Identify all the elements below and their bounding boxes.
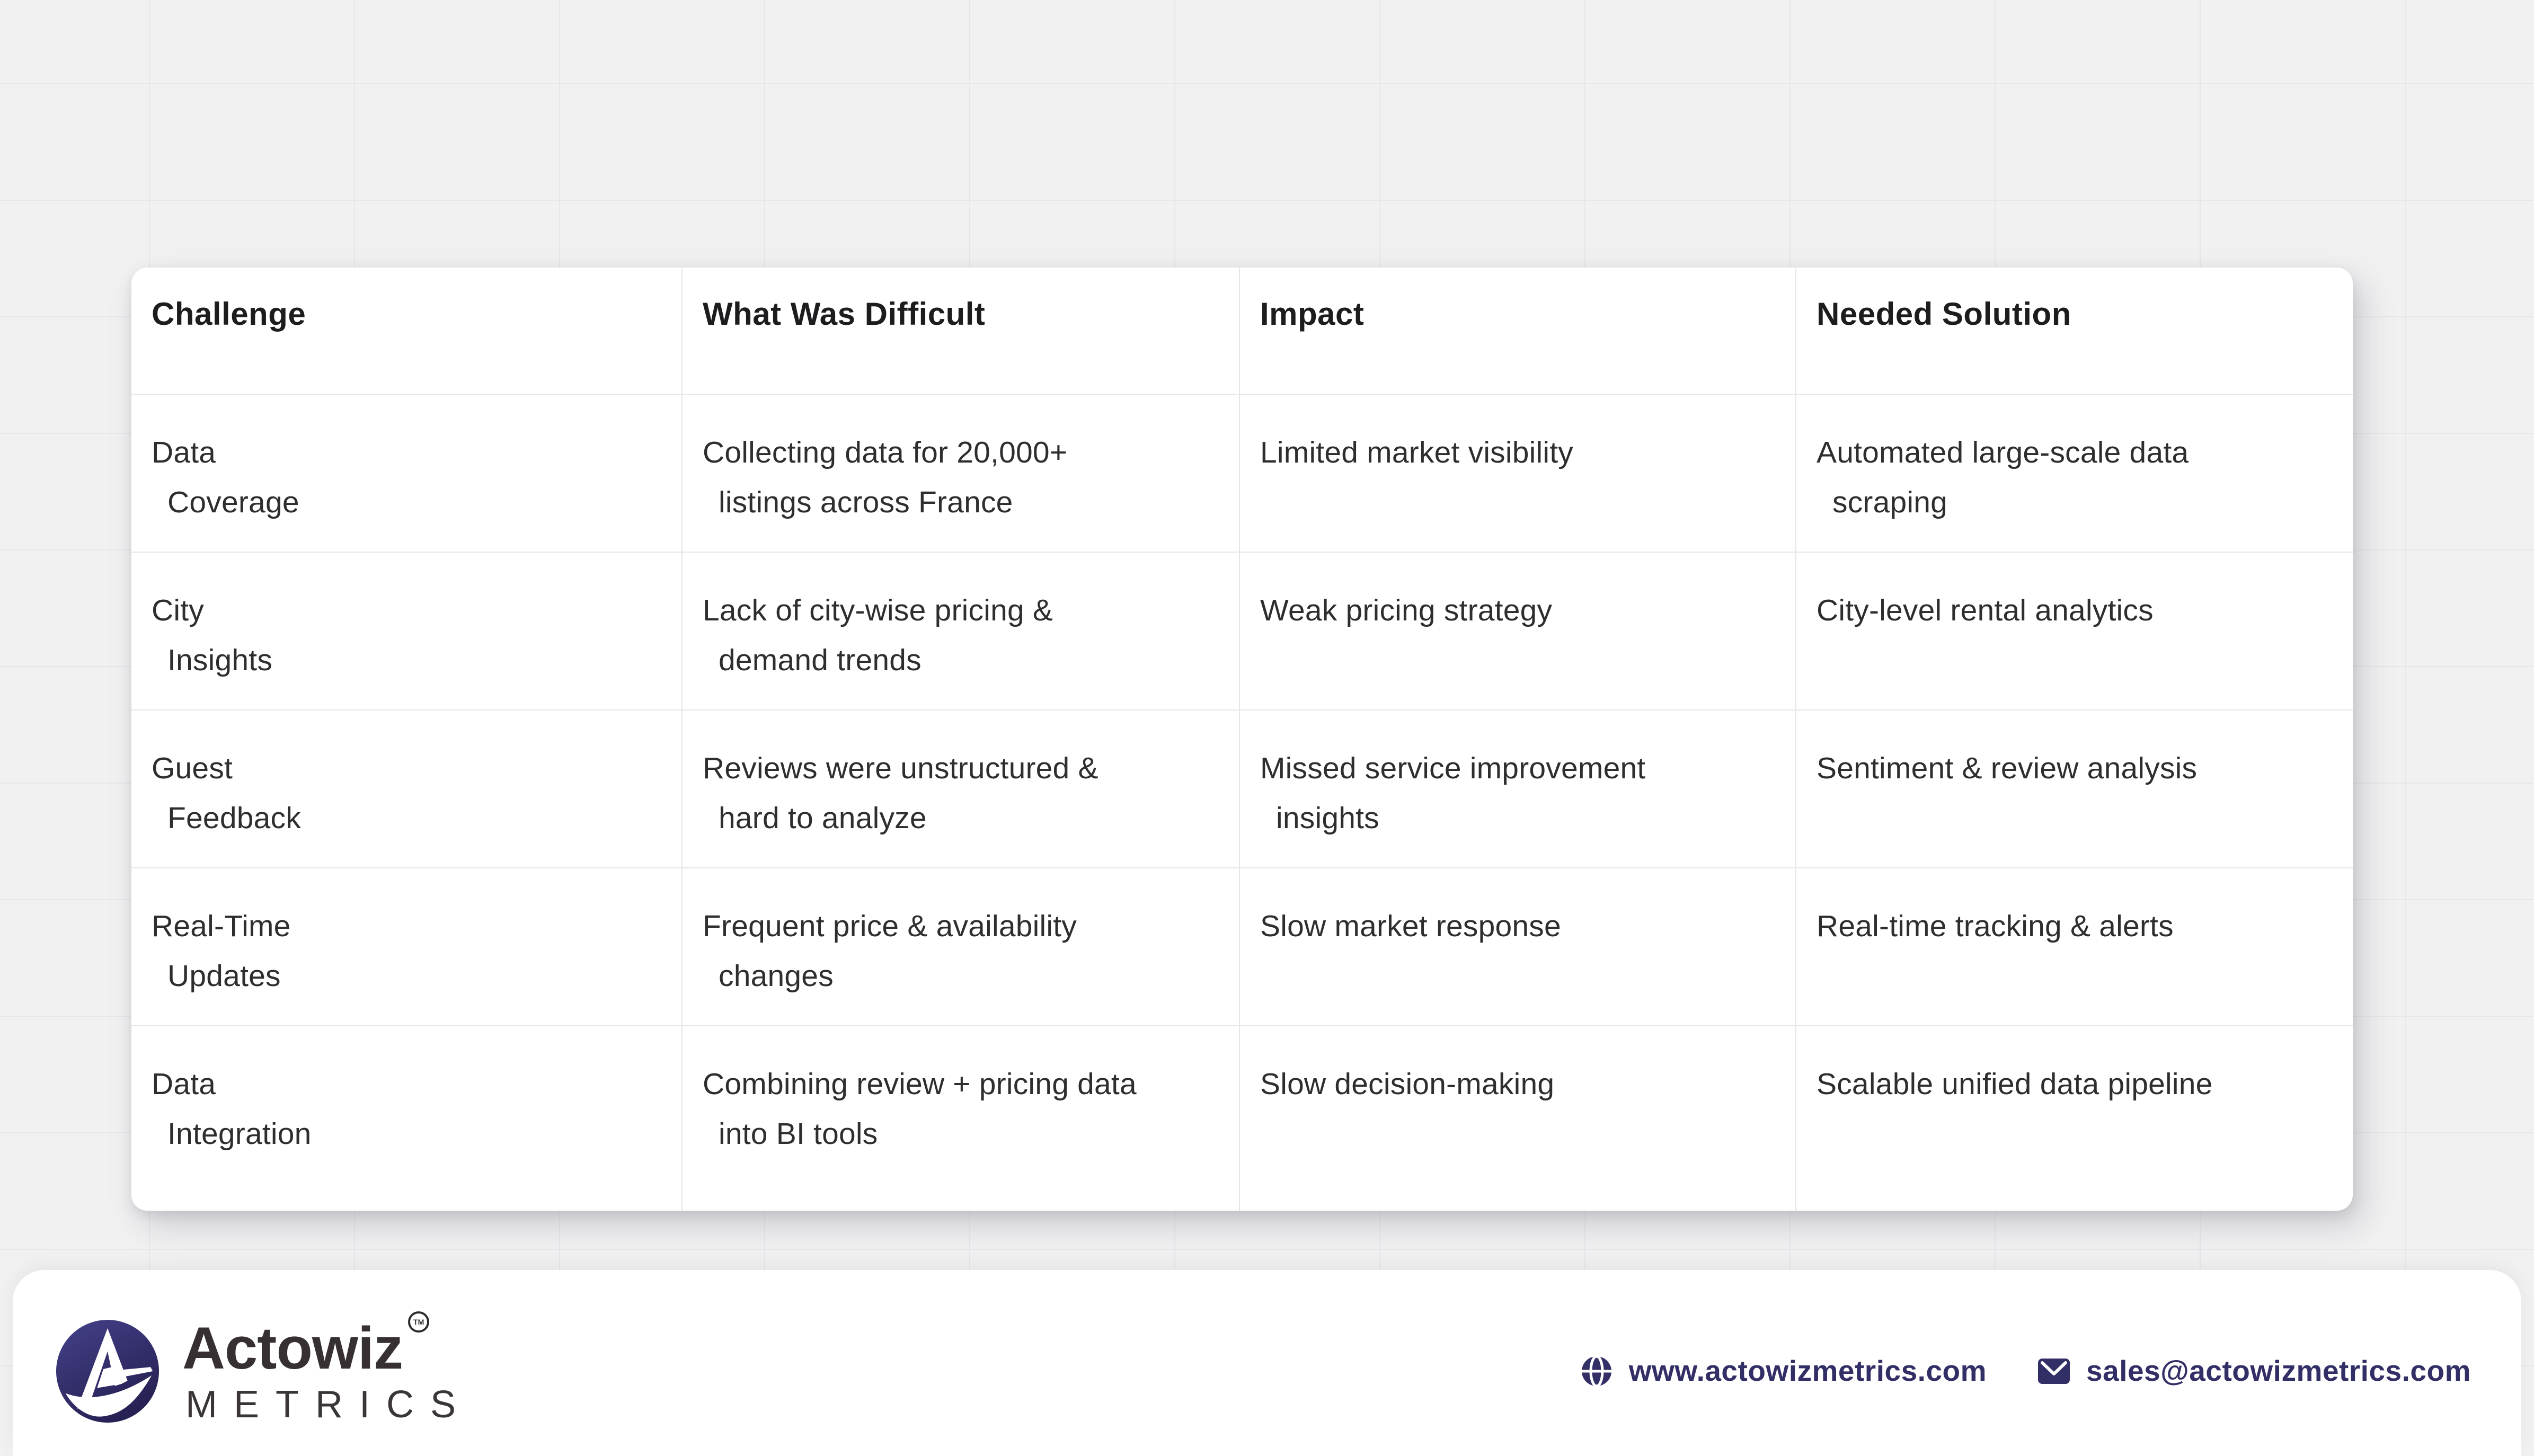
brand-logo: [55, 1315, 472, 1426]
column-header-challenge: Challenge: [131, 268, 683, 395]
table-cell-solution: [1796, 868, 2353, 1026]
cell-text: Weak pricing strategy: [1260, 593, 1553, 627]
table-cell-difficulty: [683, 395, 1240, 553]
cell-text: Data: [152, 1067, 216, 1101]
cell-text: Frequent price & availability: [703, 909, 1077, 943]
cell-text: Data: [152, 436, 216, 469]
cell-text: City-level rental analytics: [1817, 593, 2154, 627]
website-contact: [1580, 1355, 1987, 1388]
brand-wordmark: [182, 1315, 472, 1426]
challenges-table: [131, 268, 2353, 1211]
footer: [13, 1270, 2521, 1456]
actowiz-logo-icon: [55, 1319, 160, 1424]
website-link[interactable]: www.actowizmetrics.com: [1628, 1354, 1987, 1387]
cell-text: demand trends: [719, 643, 922, 677]
column-header-solution: Needed Solution: [1796, 268, 2353, 395]
globe-icon: [1580, 1355, 1613, 1388]
cell-text: Collecting data for 20,000+: [703, 436, 1068, 469]
table-cell-solution: [1796, 1026, 2353, 1211]
footer-content: [13, 1270, 2521, 1456]
email-icon: [2037, 1358, 2070, 1384]
cell-text: hard to analyze: [719, 801, 927, 835]
cell-text: Guest: [152, 751, 233, 785]
table-cell-solution: [1796, 553, 2353, 711]
cell-text: Real-time tracking & alerts: [1817, 909, 2174, 943]
cell-text: into BI tools: [719, 1117, 878, 1151]
email-contact: [2037, 1356, 2471, 1386]
table-cell-challenge: [131, 395, 683, 553]
table-cell-difficulty: [683, 1026, 1240, 1211]
cell-text: Slow market response: [1260, 909, 1561, 943]
cell-text: scraping: [1832, 485, 1948, 519]
table-cell-impact: [1240, 553, 1796, 711]
cell-text: Scalable unified data pipeline: [1817, 1067, 2213, 1101]
email-link[interactable]: sales@actowizmetrics.com: [2086, 1354, 2471, 1387]
cell-text: changes: [719, 959, 834, 993]
cell-text: Slow decision-making: [1260, 1067, 1555, 1101]
table-cell-solution: [1796, 711, 2353, 868]
table-cell-difficulty: [683, 553, 1240, 711]
table-cell-challenge: [131, 553, 683, 711]
trademark-icon: TM: [408, 1311, 429, 1333]
cell-text: Updates: [167, 959, 281, 993]
cell-text: Combining review + pricing data: [703, 1067, 1137, 1101]
brand-name: Actowiz: [182, 1315, 403, 1381]
cell-text: Real-Time: [152, 909, 291, 943]
table-cell-impact: [1240, 1026, 1796, 1211]
brand-subtitle: METRICS: [185, 1383, 472, 1426]
cell-text: Sentiment & review analysis: [1817, 751, 2198, 785]
cell-text: Coverage: [167, 485, 299, 519]
cell-text: Integration: [167, 1117, 312, 1151]
table-cell-difficulty: [683, 711, 1240, 868]
table-cell-challenge: [131, 868, 683, 1026]
cell-text: Lack of city-wise pricing &: [703, 593, 1053, 627]
column-header-difficulty: What Was Difficult: [683, 268, 1240, 395]
cell-text: listings across France: [719, 485, 1013, 519]
table-cell-impact: [1240, 395, 1796, 553]
cell-text: Feedback: [167, 801, 301, 835]
cell-text: insights: [1276, 801, 1379, 835]
table-cell-impact: [1240, 711, 1796, 868]
cell-text: Limited market visibility: [1260, 436, 1573, 469]
cell-text: Reviews were unstructured &: [703, 751, 1098, 785]
cell-text: Insights: [167, 643, 273, 677]
table-cell-solution: [1796, 395, 2353, 553]
table-cell-challenge: [131, 1026, 683, 1211]
table-cell-difficulty: [683, 868, 1240, 1026]
footer-contacts: [1580, 1355, 2471, 1388]
column-header-impact: Impact: [1240, 268, 1796, 395]
cell-text: City: [152, 593, 204, 627]
table-cell-challenge: [131, 711, 683, 868]
cell-text: Missed service improvement: [1260, 751, 1646, 785]
table-cell-impact: [1240, 868, 1796, 1026]
cell-text: Automated large-scale data: [1817, 436, 2189, 469]
